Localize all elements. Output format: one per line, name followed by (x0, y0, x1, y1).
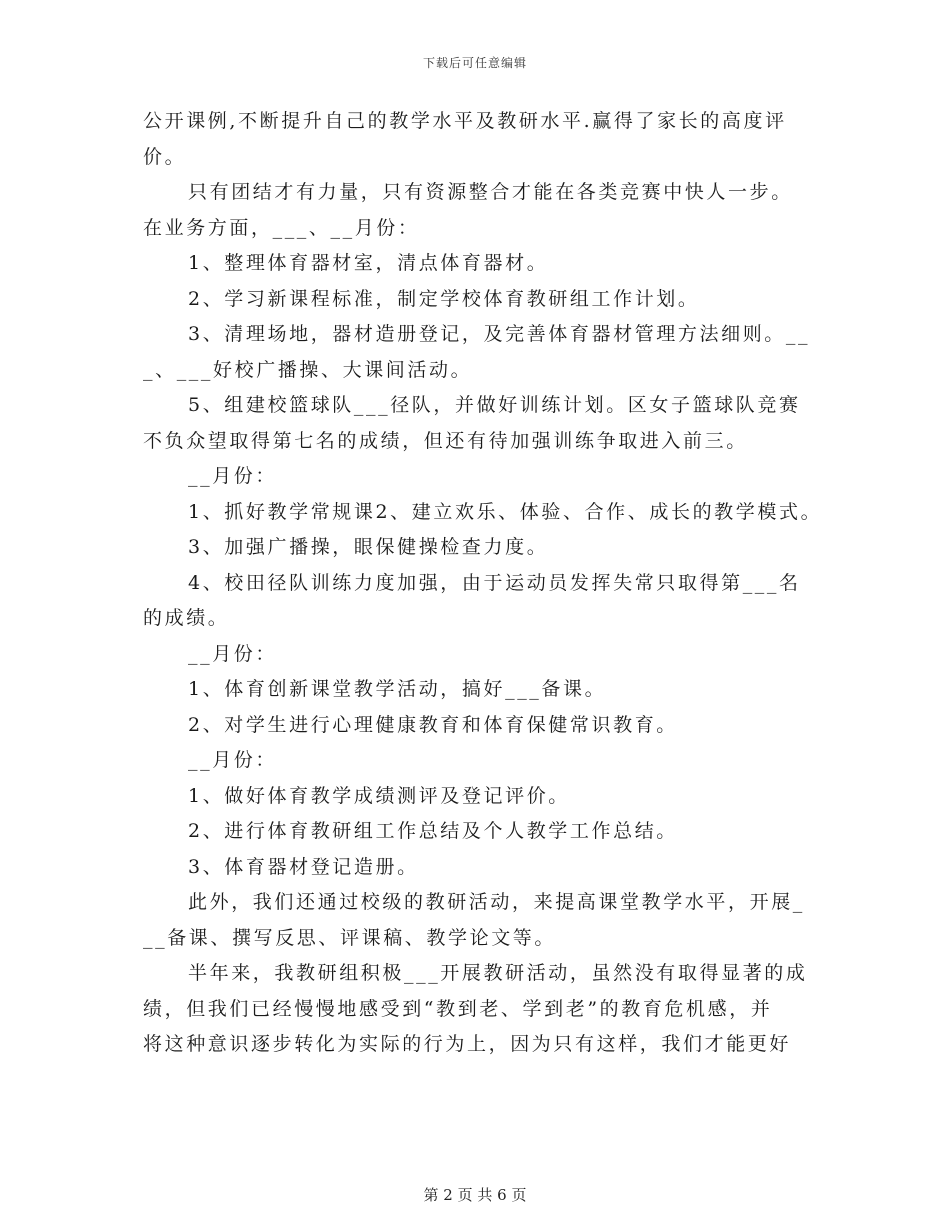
text-line: 1、体育创新课堂教学活动，搞好___备课。 (188, 678, 607, 700)
text-line: 2、对学生进行心理健康教育和体育保健常识教育。 (188, 713, 678, 736)
text-line: 2、进行体育教研组工作总结及个人教学工作总结。 (188, 820, 678, 842)
text-line: 3、加强广播操，眼保健操检查力度。 (188, 536, 549, 558)
text-line: 只有团结才有力量，只有资源整合才能在各类竞赛中快人一步。 (188, 181, 793, 203)
text-line: 在业务方面，___、__月份： (143, 216, 420, 239)
text-line: 的成绩。 (143, 607, 230, 629)
text-line: 3、体育器材登记造册。 (188, 855, 419, 878)
text-line: __月份： (188, 642, 278, 665)
text-line: __备课、撰写反思、评课稿、教学论文等。 (143, 926, 557, 949)
text-line: 3、清理场地，器材造册登记，及完善体育器材管理方法细则。__ (188, 323, 811, 345)
text-line: 1、抓好教学常规课2、建立欢乐、体验、合作、成长的教学模式。 (188, 500, 823, 523)
text-line: 公开课例,不断提升自己的教学水平及教研水平.赢得了家长的高度评 (143, 110, 787, 132)
text-line: 不负众望取得第七名的成绩，但还有待加强训练争取进入前三。 (143, 429, 748, 452)
text-line: 价。 (143, 145, 187, 168)
text-line: 5、组建校篮球队___径队，并做好训练计划。区女子篮球队竞赛 (188, 394, 801, 416)
text-line: 1、整理体育器材室，清点体育器材。 (188, 252, 549, 274)
page-header-note: 下载后可任意编辑 (422, 56, 527, 70)
text-line: 半年来，我教研组积极___开展教研活动，虽然没有取得显著的成 (188, 962, 808, 984)
text-line: __月份： (188, 749, 278, 771)
page-number-footer: 第 2 页 共 6 页 (423, 1186, 527, 1204)
text-line: __月份： (188, 465, 278, 487)
body-text (143, 104, 823, 1063)
text-line: 将这种意识逐步转化为实际的行为上，因为只有这样，我们才能更好 (143, 1033, 792, 1055)
text-line: 2、学习新课程标准，制定学校体育教研组工作计划。 (188, 287, 700, 310)
text-line: 1、做好体育教学成绩测评及登记评价。 (188, 784, 570, 807)
text-line: 此外，我们还通过校级的教研活动，来提高课堂教学水平，开展_ (188, 891, 805, 913)
text-line: 4、校田径队训练力度加强，由于运动员发挥失常只取得第___名 (188, 571, 801, 594)
text-line: _、___好校广播操、大课间活动。 (143, 358, 473, 381)
text-line: 绩，但我们已经慢慢地感受到“教到老、学到老”的教育危机感，并 (143, 997, 773, 1020)
